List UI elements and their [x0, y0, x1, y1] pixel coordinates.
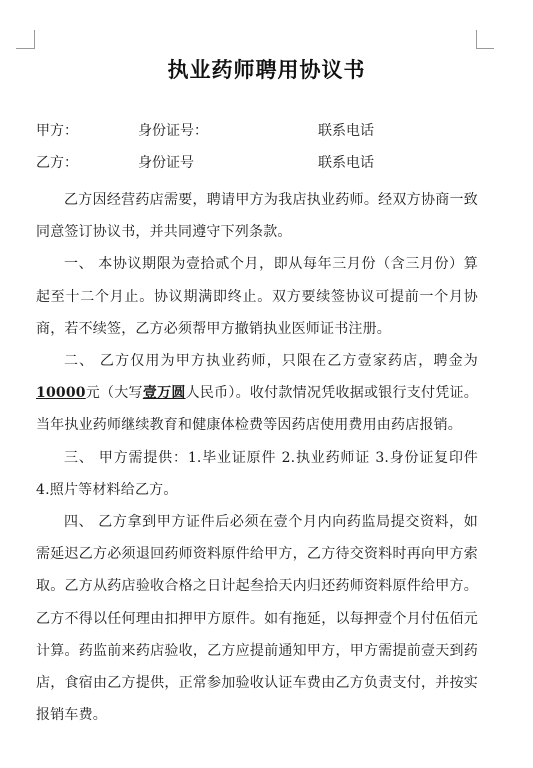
clause-2-text-start: 二、 乙方仅用为甲方执业药师，只限在乙方壹家药店，聘金为 [64, 353, 478, 370]
clause-3-paragraph: 三、 甲方需提供：1.毕业证原件 2.执业药师证 3.身份证复印件 4.照片等材料给乙方。 [36, 449, 478, 498]
party-a-id-label: 身份证号： [138, 123, 208, 139]
party-a-label: 甲方： [36, 123, 78, 139]
crop-mark-line [476, 48, 494, 49]
intro-paragraph: 乙方因经营药店需要，聘请甲方为我店执业药师。经双方协商一致同意签订协议书，并共同遵守下列条款。 [36, 192, 478, 241]
clause-1-paragraph: 一、 本协议期限为壹拾贰个月，即从每年三月份（含三月份）算起至十二个月止。协议期满即终止。双方要续签协议可提前一个月协商，若不续签，乙方必须帮甲方撤销执业医师证书注册。 [36, 256, 478, 337]
party-b-label: 乙方： [36, 155, 78, 171]
clause-2-text-end: 人民币）。收付款情况凭收据或银行支付凭证。当年执业药师继续教育和健康体检费等因药店使用费用由药店报销。 [36, 385, 478, 434]
crop-mark-line [476, 30, 477, 49]
clause-4-paragraph: 四、 乙方拿到甲方证件后必须在壹个月内向药监局提交资料，如需延迟乙方必须退回药师资料原件给甲方，乙方待交资料时再向甲方索取。乙方从药店验收合格之日计起叁拾天内归还药师资料原件给甲方。乙方不得以任何理由扣押甲方原件。如有拖延，以每押壹个月付伍佰元计算。药监前来药店验收，乙方应提前通知甲方，甲方需提前壹天到药店，食宿由乙方提供，正常参加验收认证车费由乙方负责支付，并按实报销车费。 [36, 514, 478, 724]
crop-mark-line [16, 48, 34, 49]
party-b-id-label: 身份证号 [138, 155, 194, 171]
salary-amount-words: 壹万圆 [142, 385, 186, 402]
document-title: 执业药师聘用协议书 [167, 57, 366, 82]
crop-mark-line [34, 30, 35, 49]
clause-2-paragraph [36, 345, 478, 442]
party-a-phone-label: 联系电话 [318, 123, 374, 139]
agreement-body [36, 184, 478, 731]
clause-2-text-mid: 元（大写 [85, 385, 143, 402]
salary-amount: 10000 [36, 385, 86, 402]
party-b-phone-label: 联系电话 [318, 155, 374, 171]
